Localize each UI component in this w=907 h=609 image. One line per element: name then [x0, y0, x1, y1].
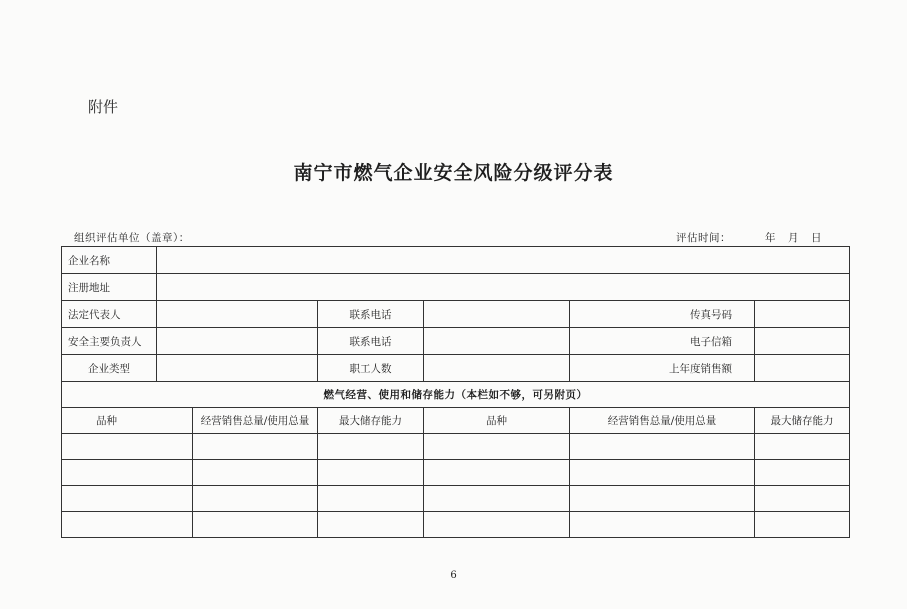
phone1-value[interactable]: [424, 301, 570, 328]
eval-time-label: 评估时间：: [676, 232, 731, 244]
capacity-cell[interactable]: [570, 486, 755, 512]
capacity-row: [62, 486, 850, 512]
eval-month-label: 月: [788, 232, 799, 244]
capacity-cell[interactable]: [570, 512, 755, 538]
legal-rep-label: 法定代表人: [62, 301, 157, 328]
row-company-name: [62, 247, 850, 274]
capacity-cell[interactable]: [193, 512, 318, 538]
capacity-cell[interactable]: [193, 434, 318, 460]
eval-time: [676, 230, 822, 245]
header-variety-2: 品种: [424, 408, 570, 434]
legal-rep-value[interactable]: [157, 301, 318, 328]
safety-head-value[interactable]: [157, 328, 318, 355]
risk-score-table: [61, 246, 850, 538]
eval-year-label: 年: [765, 232, 776, 244]
header-max-storage-1: 最大储存能力: [318, 408, 424, 434]
company-type-value[interactable]: [157, 355, 318, 382]
capacity-cell[interactable]: [755, 434, 850, 460]
capacity-row: [62, 512, 850, 538]
capacity-cell[interactable]: [424, 460, 570, 486]
eval-day-label: 日: [811, 232, 822, 244]
capacity-cell[interactable]: [424, 486, 570, 512]
org-unit-label: 组织评估单位（盖章）：: [74, 232, 190, 244]
capacity-cell[interactable]: [570, 460, 755, 486]
capacity-cell[interactable]: [424, 434, 570, 460]
header-sales-total-1: 经营销售总量/使用总量: [193, 408, 318, 434]
company-type-label: 企业类型: [62, 355, 157, 382]
phone2-value[interactable]: [424, 328, 570, 355]
capacity-cell[interactable]: [318, 512, 424, 538]
sales-label: 上年度销售额: [570, 355, 755, 382]
header-max-storage-2: 最大储存能力: [755, 408, 850, 434]
company-name-label: 企业名称: [62, 247, 157, 274]
page-number: 6: [450, 570, 457, 581]
row-reg-address: [62, 274, 850, 301]
capacity-cell[interactable]: [755, 486, 850, 512]
row-company-type: [62, 355, 850, 382]
capacity-cell[interactable]: [424, 512, 570, 538]
attachment-label: 附件: [88, 98, 119, 116]
fax-label: 传真号码: [570, 301, 755, 328]
capacity-cell[interactable]: [62, 512, 193, 538]
page-title: 南宁市燃气企业安全风险分级评分表: [293, 162, 614, 184]
capacity-cell[interactable]: [193, 460, 318, 486]
reg-address-label: 注册地址: [62, 274, 157, 301]
capacity-section-row: [62, 382, 850, 408]
email-value[interactable]: [755, 328, 850, 355]
capacity-header-row: [62, 408, 850, 434]
capacity-cell[interactable]: [62, 460, 193, 486]
sales-value[interactable]: [755, 355, 850, 382]
reg-address-value[interactable]: [157, 274, 850, 301]
capacity-cell[interactable]: [318, 434, 424, 460]
capacity-cell[interactable]: [318, 460, 424, 486]
staff-count-value[interactable]: [424, 355, 570, 382]
capacity-cell[interactable]: [193, 486, 318, 512]
capacity-cell[interactable]: [755, 512, 850, 538]
capacity-cell[interactable]: [62, 486, 193, 512]
header-sales-total-2: 经营销售总量/使用总量: [570, 408, 755, 434]
capacity-cell[interactable]: [570, 434, 755, 460]
phone2-label: 联系电话: [318, 328, 424, 355]
capacity-cell[interactable]: [318, 486, 424, 512]
row-legal-rep: [62, 301, 850, 328]
header-variety-1: 品种: [62, 408, 193, 434]
capacity-row: [62, 460, 850, 486]
staff-count-label: 职工人数: [318, 355, 424, 382]
fax-value[interactable]: [755, 301, 850, 328]
capacity-row: [62, 434, 850, 460]
phone1-label: 联系电话: [318, 301, 424, 328]
email-label: 电子信箱: [570, 328, 755, 355]
safety-head-label: 安全主要负责人: [62, 328, 157, 355]
capacity-cell[interactable]: [755, 460, 850, 486]
company-name-value[interactable]: [157, 247, 850, 274]
capacity-section-title: 燃气经营、使用和储存能力（本栏如不够，可另附页）: [62, 382, 850, 408]
row-safety-head: [62, 328, 850, 355]
capacity-cell[interactable]: [62, 434, 193, 460]
